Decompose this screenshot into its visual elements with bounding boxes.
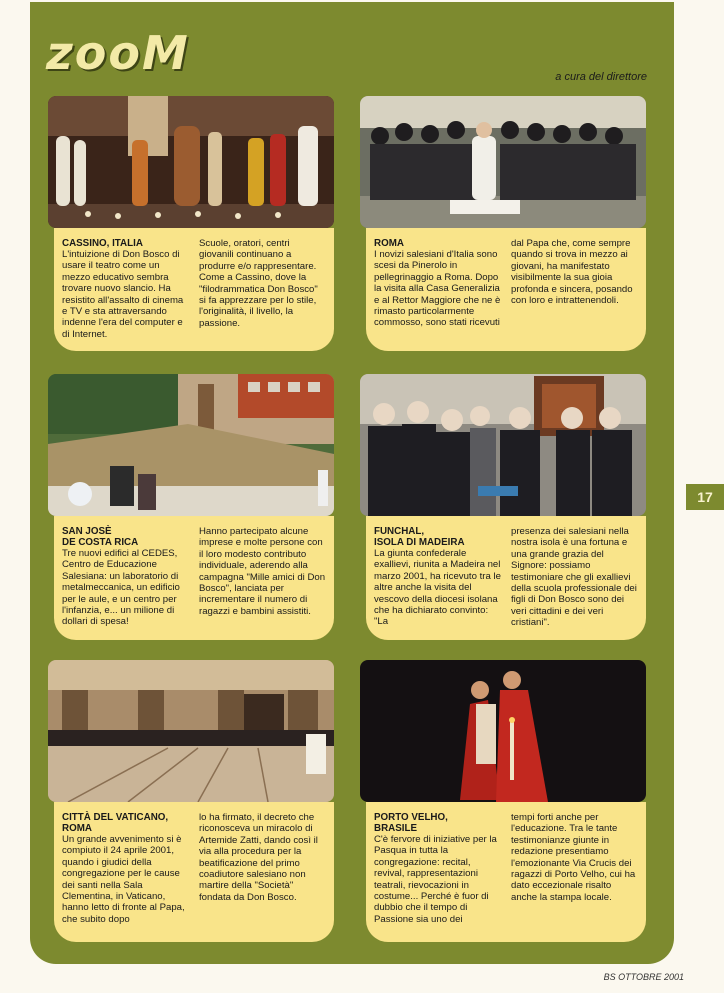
article-heading: CITTÀ DEL VATICANO, (62, 812, 169, 823)
article-text-col2: Hanno partecipato alcune imprese e molte persone con il loro modesto contributo individuale, aderendo alla campagna "Mille amici di Don Bosco", lanciata per incrementare il numero di ragazzi e bambini assistiti. (199, 526, 326, 617)
article-text-col2: presenza dei salesiani nella nostra isola è una fortuna e una grande grazia del Signore: possiamo testimoniare che gli exallievi della scuola professionale dei figli di Don Bosco sono dei veri cittadini e dei veri cristiani". (511, 526, 637, 629)
article-text-col2: lo ha firmato, il decreto che riconosceva un miracolo di Artemide Zatti, dando così il via alla procedura per la beatificazione del primo coadiutore salesiano non martire della "Società" fondata da Don Bosco. (199, 812, 318, 903)
article-text-col1: C'è fervore di iniziative per la Pasqua in tutta la congregazione: recital, revival, rappresentazioni teatrali, rievocazioni in costume... Perché è fuor di dubbio che il tempo di Passione sia uno dei (374, 834, 497, 925)
article-text-col1: La giunta confederale exallievi, riunita a Madeira nel marzo 2001, ha ricevuto tra le altre anche la visita del vescovo della diocesi isolana che ha dichiarato convinto: "La (374, 548, 501, 628)
page-number: 17 (686, 484, 724, 510)
article-text-col2: Scuole, oratori, centri giovanili continuano a produrre e/o rappresentare. Come a Cassino, dove la "filodrammatica Don Bosco" si fa apprezzare per lo stile, l'originalità, il livello, la passione. (199, 238, 318, 329)
article-heading: ROMA (374, 238, 404, 249)
article-cassino (54, 228, 334, 351)
article-text-col2: tempi forti anche per l'educazione. Tra le tante testimonianze giunte in redazione presentiamo l'emozionante Via Crucis dei ragazzi di Porto Velho, cui ha dato eccezionale risalto anche la stampa locale. (511, 812, 636, 903)
article-text-col1: I novizi salesiani d'Italia sono scesi da Pinerolo in pellegrinaggio a Roma. Dopo la visita alla Casa Generalizia e al Rettor Maggiore che ne è rimasto particolarmente commosso, sono stati ricevuti (374, 249, 501, 329)
article-heading: FUNCHAL, (374, 526, 425, 537)
article-heading: CASSINO, ITALIA (62, 238, 143, 249)
footer-issue: BS OTTOBRE 2001 (603, 972, 684, 982)
article-heading: SAN JOSÈ (62, 526, 112, 537)
section-title: zooM (46, 26, 190, 80)
article-text-col1: L'intuizione di Don Bosco di usare il teatro come un mezzo educativo sembra trovare nuovo slancio. Ha resistito all'assalto di cinema e TV e sta attraversando indenne l'era del computer e di Internet. (62, 249, 184, 340)
photo-construction-site (48, 374, 334, 516)
photo-via-crucis (360, 660, 646, 802)
article-text-col2: dal Papa che, come sempre quando si trova in mezzo ai giovani, ha manifestato visibilmente la sua gioia profonda e sincera, posando con loro e intrattenendoli. (511, 238, 633, 307)
byline: a cura del direttore (555, 71, 647, 83)
article-heading: ISOLA DI MADEIRA (374, 537, 465, 548)
article-sanjose (54, 516, 334, 640)
article-roma (366, 228, 646, 351)
article-funchal (366, 516, 646, 640)
photo-sala-clementina (48, 660, 334, 802)
article-portovelho (366, 802, 646, 942)
article-heading: DE COSTA RICA (62, 537, 139, 548)
article-text-col1: Un grande avvenimento si è compiuto il 24 aprile 2001, quando i giudici della congregazione per le cause dei santi nella Sala Clementina, in Vaticano, hanno letto di fronte al Papa, che subito dopo (62, 834, 185, 925)
photo-theatre-stage (48, 96, 334, 228)
article-heading: BRASILE (374, 823, 418, 834)
article-vaticano (54, 802, 334, 942)
photo-bishop-meeting (360, 374, 646, 516)
article-text-col1: Tre nuovi edifici al CEDES, Centro de Educazione Salesiana: un laboratorio di metalmeccanica, un edificio per le aule, e un centro per l'infanzia, e... un milione di dollari di spesa! (62, 548, 180, 628)
article-heading: PORTO VELHO, (374, 812, 448, 823)
photo-pope-novices (360, 96, 646, 228)
article-heading: ROMA (62, 823, 92, 834)
